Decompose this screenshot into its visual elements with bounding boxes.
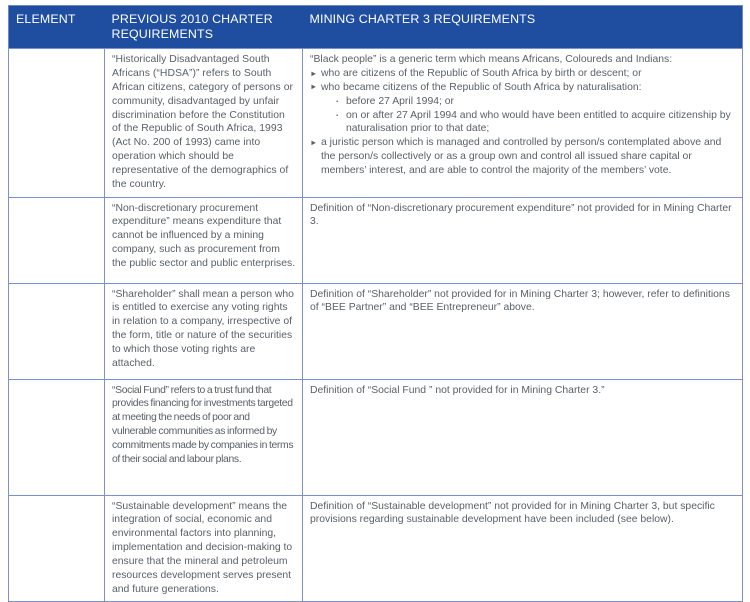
- mining-charter-comparison-table: [8, 5, 743, 602]
- cell-intro-text: Definition of “Non-discretionary procurement expenditure” not provided for in Mining Charter 3.: [310, 202, 732, 228]
- bullet-text: who became citizens of the Republic of South Africa by naturalisation:: [321, 81, 642, 93]
- header-row: [9, 6, 743, 49]
- list-item: [310, 81, 736, 136]
- cell-mining-charter: [303, 49, 743, 197]
- comparison-table-container: [8, 5, 742, 595]
- table-row: [9, 49, 743, 197]
- table-body: [9, 49, 743, 602]
- cell-intro-text: Definition of “Shareholder” not provided for in Mining Charter 3; however, refer to definitions of “BEE Partner” and “BEE Entrepreneur” above.: [310, 288, 730, 314]
- bullet-list: [310, 67, 736, 178]
- cell-previous-charter: “Sustainable development” means the integration of social, economic and environmental factors into planning, implementation and decision-making to ensure that the mineral and petroleum resources development serves present and future generations.: [105, 495, 303, 602]
- cell-mining-charter: [303, 283, 743, 379]
- cell-previous-charter: “Historically Disadvantaged South Africans (“HDSA”)” refers to South African citizens, category of persons or community, disadvantaged by unfair discrimination before the Constitution of the Republic of South Africa, 1993 (Act No. 200 of 1993) came into operation which should be representative of the demographics of the country.: [105, 49, 303, 197]
- table-row: [9, 283, 743, 379]
- cell-element: [9, 49, 105, 197]
- cell-previous-charter: “Shareholder” shall mean a person who is entitled to exercise any voting rights in relation to a company, irrespective of the form, title or nature of the securities to which those voting rights are attached.: [105, 283, 303, 379]
- cell-intro-text: Definition of “Social Fund ” not provided for in Mining Charter 3.”: [310, 384, 605, 396]
- list-item: [310, 67, 736, 81]
- table-row: [9, 379, 743, 495]
- list-item: [310, 136, 736, 177]
- cell-intro-text: “Black people” is a generic term which means Africans, Coloureds and Indians:: [310, 54, 673, 66]
- column-header-element: ELEMENT: [9, 6, 105, 49]
- cell-element: [9, 495, 105, 602]
- sub-list-item: · before 27 April 1994; or: [335, 95, 736, 109]
- cell-previous-charter: “Social Fund” refers to a trust fund that provides financing for investments targeted at meeting the needs of poor and vulnerable communities as informed by commitments made by companies in terms of their social and labour plans.: [105, 379, 303, 495]
- table-row: [9, 495, 743, 602]
- table-row: [9, 197, 743, 283]
- cell-mining-charter: [303, 495, 743, 602]
- cell-mining-charter: [303, 197, 743, 283]
- cell-element: [9, 197, 105, 283]
- cell-element: [9, 283, 105, 379]
- bullet-text: who are citizens of the Republic of South Africa by birth or descent; or: [321, 68, 642, 80]
- sub-list-item: · on or after 27 April 1994 and who would have been entitled to acquire citizenship by naturalisation prior to that date;: [335, 109, 736, 137]
- column-header-previous-charter: PREVIOUS 2010 CHARTER REQUIREMENTS: [105, 6, 303, 49]
- cell-element: [9, 379, 105, 495]
- cell-intro-text: Definition of “Sustainable development” not provided for in Mining Charter 3, but specific provisions regarding sustainable development have been included (see below).: [310, 500, 715, 526]
- cell-previous-charter: “Non-discretionary procurement expenditure” means expenditure that cannot be influenced by a mining company, such as procurement from the public sector and public enterprises.: [105, 197, 303, 283]
- column-header-mining-charter: MINING CHARTER 3 REQUIREMENTS: [303, 6, 743, 49]
- sub-bullet-list: [321, 95, 736, 136]
- cell-mining-charter: [303, 379, 743, 495]
- table-header: [9, 6, 743, 49]
- bullet-text: a juristic person which is managed and controlled by person/s contemplated above and the person/s collectively or as a group own and control all issued share capital or members’ interest, and are able to control the majority of the members’ vote.: [321, 137, 722, 176]
